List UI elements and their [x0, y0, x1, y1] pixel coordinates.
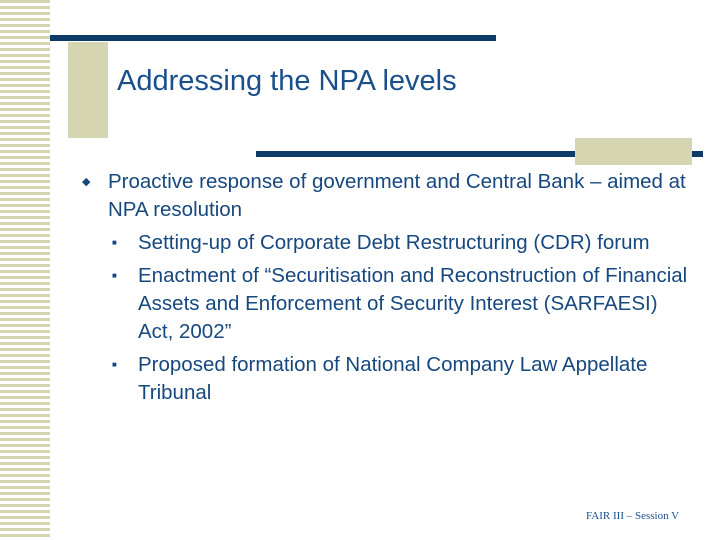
- left-striped-band: [0, 0, 50, 540]
- subbullet-text: Enactment of “Securitisation and Reconstruction of Financial Assets and Enforcement of Security Interest (SARFAESI) Act, 2002”: [138, 264, 688, 343]
- title-underline-square: [575, 138, 692, 165]
- square-bullet-icon: ■: [112, 271, 117, 280]
- slide-title: Addressing the NPA levels: [117, 65, 457, 97]
- subbullet-text: Proposed formation of National Company Law Appellate Tribunal: [138, 353, 648, 404]
- slide-content: [82, 168, 692, 407]
- subbullet-text: Setting-up of Corporate Debt Restructuring (CDR) forum: [138, 231, 650, 254]
- slide-footer: FAIR III – Session V: [586, 510, 680, 522]
- square-bullet-icon: ■: [112, 238, 117, 247]
- top-accent-bar: [50, 35, 496, 41]
- subbullet-item: [112, 351, 692, 407]
- bullet-text: Proactive response of government and Central Bank – aimed at NPA resolution: [108, 170, 686, 221]
- diamond-bullet-icon: ◆: [82, 176, 91, 188]
- bullet-item: [82, 168, 692, 224]
- top-accent-square: [68, 42, 108, 138]
- subbullet-item: [112, 229, 692, 257]
- subbullet-item: [112, 262, 692, 346]
- square-bullet-icon: ■: [112, 360, 117, 369]
